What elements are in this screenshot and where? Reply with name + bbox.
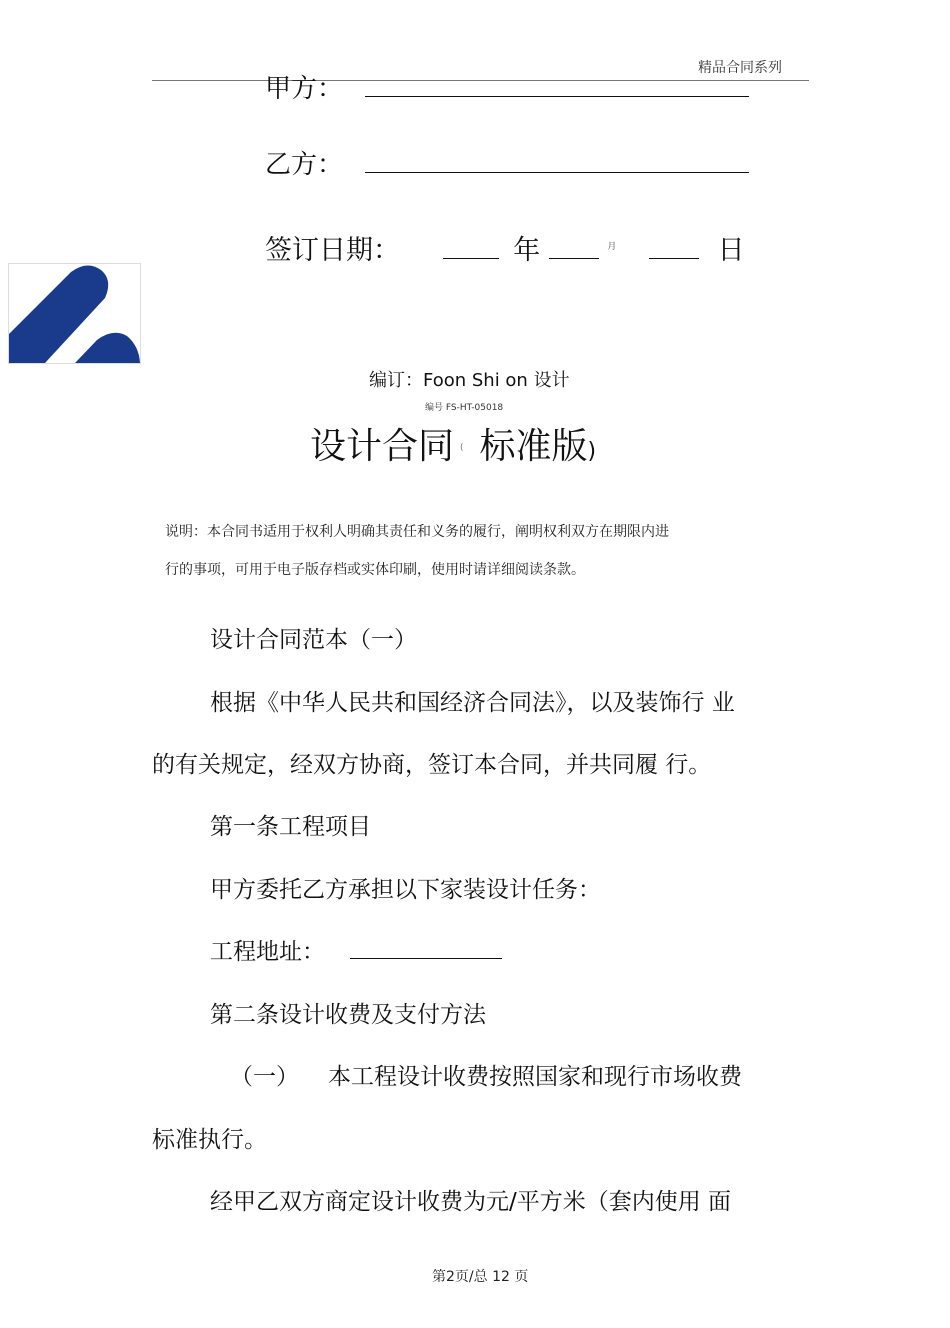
page-number: 第2页/总 12 页: [432, 1269, 529, 1285]
address-row: [210, 933, 502, 966]
title-paren-open: (: [460, 443, 464, 453]
day-blank: [649, 257, 699, 259]
article-2-heading: 第二条设计收费及支付方法: [210, 1002, 486, 1028]
note-line-1: 说明：本合同书适用于权利人明确其责任和义务的履行，阐明权利双方在期限内进: [165, 524, 669, 540]
month-blank: [549, 257, 599, 259]
day-label: 日: [717, 235, 745, 266]
month-label: 月: [607, 242, 617, 252]
party-a-blank: [365, 95, 749, 97]
paragraph-1-line-1: 根据《中华人民共和国经济合同法》，以及装饰行 业: [210, 690, 735, 716]
address-label: 工程地址：: [210, 939, 325, 965]
page-title: [310, 418, 596, 469]
brand-logo-icon: [8, 263, 141, 364]
party-a-row: [265, 68, 749, 105]
item-1-line-1: 本工程设计收费按照国家和现行市场收费: [328, 1064, 742, 1090]
address-blank: [350, 957, 502, 959]
fee-line: 经甲乙双方商定设计收费为元/平方米（套内使用 面: [210, 1189, 732, 1215]
year-blank: [443, 257, 499, 259]
sign-date-label: 签订日期：: [265, 235, 400, 266]
item-1-line-2: 标准执行。: [152, 1127, 267, 1153]
document-number: 编号 FS-HT-05018: [425, 403, 504, 413]
sign-date-row: [265, 228, 745, 267]
paragraph-1-line-2: 的有关规定，经双方协商，签订本合同，并共同履 行。: [152, 752, 712, 778]
year-label: 年: [513, 235, 541, 266]
party-a-label: 甲方：: [265, 74, 344, 104]
title-version: 标准版: [479, 426, 588, 467]
note-line-2: 行的事项，可用于电子版存档或实体印刷，使用时请详细阅读条款。: [165, 562, 585, 578]
title-main: 设计合同: [310, 426, 455, 467]
item-1-number: （一）: [230, 1064, 299, 1090]
party-b-blank: [365, 171, 749, 173]
title-paren-close: ): [587, 439, 597, 464]
task-line: 甲方委托乙方承担以下家装设计任务：: [210, 877, 601, 903]
contract-heading: 设计合同范本（一）: [210, 627, 417, 653]
series-label: 精品合同系列: [698, 60, 782, 76]
party-b-label: 乙方：: [265, 150, 344, 180]
party-b-row: [265, 144, 749, 181]
compiler-label: 编订：Foon Shi on 设计: [369, 370, 570, 391]
article-1-heading: 第一条工程项目: [210, 814, 371, 840]
